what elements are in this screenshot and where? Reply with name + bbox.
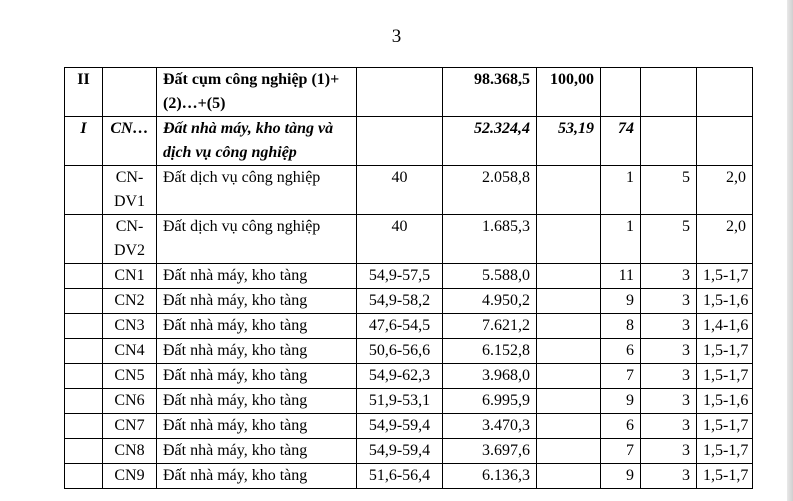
cell-name: Đất nhà máy, kho tàng xyxy=(157,464,357,489)
cell-area: 3.968,0 xyxy=(443,364,537,389)
cell-stt xyxy=(65,364,103,389)
cell-ratio xyxy=(537,166,601,215)
cell-stt xyxy=(65,215,103,264)
cell-stt xyxy=(65,439,103,464)
cell-stt xyxy=(65,389,103,414)
cell-name: Đất nhà máy, kho tàng xyxy=(157,439,357,464)
cell-ratio xyxy=(537,439,601,464)
cell-ratio: 53,19 xyxy=(537,117,601,166)
cell-area: 52.324,4 xyxy=(443,117,537,166)
cell-lots: 7 xyxy=(601,439,641,464)
table-row xyxy=(65,68,753,117)
cell-height xyxy=(357,117,443,166)
table-row xyxy=(65,117,753,166)
cell-lots xyxy=(601,68,641,117)
table-row xyxy=(65,414,753,439)
cell-ratio: 100,00 xyxy=(537,68,601,117)
cell-name: Đất nhà máy, kho tàng xyxy=(157,364,357,389)
cell-stt xyxy=(65,414,103,439)
table-row xyxy=(65,289,753,314)
cell-density: 1,5-1,6 xyxy=(697,289,753,314)
cell-stt xyxy=(65,464,103,489)
land-use-table xyxy=(64,67,753,489)
cell-code: CN9 xyxy=(103,464,157,489)
cell-name: Đất nhà máy, kho tàng xyxy=(157,389,357,414)
table-row xyxy=(65,314,753,339)
table-row xyxy=(65,215,753,264)
cell-ratio xyxy=(537,464,601,489)
cell-code: CN5 xyxy=(103,364,157,389)
cell-lots: 9 xyxy=(601,389,641,414)
cell-name: Đất nhà máy, kho tàng xyxy=(157,314,357,339)
cell-ratio xyxy=(537,215,601,264)
cell-stt xyxy=(65,314,103,339)
cell-height: 54,9-59,4 xyxy=(357,414,443,439)
cell-floors: 3 xyxy=(641,314,697,339)
cell-lots: 9 xyxy=(601,289,641,314)
cell-area: 2.058,8 xyxy=(443,166,537,215)
cell-height xyxy=(357,68,443,117)
cell-ratio xyxy=(537,289,601,314)
cell-name: Đất nhà máy, kho tàng xyxy=(157,289,357,314)
cell-floors: 3 xyxy=(641,414,697,439)
cell-height: 50,6-56,6 xyxy=(357,339,443,364)
cell-floors xyxy=(641,68,697,117)
cell-ratio xyxy=(537,339,601,364)
cell-code: CN8 xyxy=(103,439,157,464)
cell-density: 2,0 xyxy=(697,215,753,264)
cell-height: 54,9-58,2 xyxy=(357,289,443,314)
cell-area: 98.368,5 xyxy=(443,68,537,117)
cell-stt: I xyxy=(65,117,103,166)
cell-height: 54,9-59,4 xyxy=(357,439,443,464)
cell-lots: 1 xyxy=(601,215,641,264)
cell-floors: 5 xyxy=(641,166,697,215)
cell-area: 3.697,6 xyxy=(443,439,537,464)
cell-density: 1,5-1,7 xyxy=(697,364,753,389)
cell-density: 1,5-1,7 xyxy=(697,464,753,489)
cell-lots: 1 xyxy=(601,166,641,215)
cell-density: 1,4-1,6 xyxy=(697,314,753,339)
cell-area: 5.588,0 xyxy=(443,264,537,289)
cell-code: CN1 xyxy=(103,264,157,289)
cell-code xyxy=(103,68,157,117)
cell-area: 7.621,2 xyxy=(443,314,537,339)
cell-floors xyxy=(641,117,697,166)
cell-floors: 3 xyxy=(641,289,697,314)
cell-name: Đất cụm công nghiệp (1)+(2)…+(5) xyxy=(157,68,357,117)
table-row xyxy=(65,389,753,414)
cell-height: 47,6-54,5 xyxy=(357,314,443,339)
cell-ratio xyxy=(537,414,601,439)
page-number: 3 xyxy=(391,26,402,47)
cell-area: 6.152,8 xyxy=(443,339,537,364)
cell-area: 3.470,3 xyxy=(443,414,537,439)
cell-floors: 3 xyxy=(641,389,697,414)
cell-floors: 3 xyxy=(641,339,697,364)
cell-lots: 11 xyxy=(601,264,641,289)
table-row xyxy=(65,264,753,289)
cell-code: CN4 xyxy=(103,339,157,364)
cell-density: 2,0 xyxy=(697,166,753,215)
cell-code: CN-DV2 xyxy=(103,215,157,264)
cell-code: CN-DV1 xyxy=(103,166,157,215)
table-row xyxy=(65,339,753,364)
cell-name: Đất dịch vụ công nghiệp xyxy=(157,166,357,215)
cell-stt xyxy=(65,339,103,364)
cell-ratio xyxy=(537,314,601,339)
table-row xyxy=(65,166,753,215)
cell-stt xyxy=(65,166,103,215)
cell-name: Đất nhà máy, kho tàng xyxy=(157,264,357,289)
table-row xyxy=(65,364,753,389)
cell-height: 51,9-53,1 xyxy=(357,389,443,414)
cell-lots: 74 xyxy=(601,117,641,166)
cell-lots: 8 xyxy=(601,314,641,339)
cell-code: CN2 xyxy=(103,289,157,314)
cell-code: CN6 xyxy=(103,389,157,414)
cell-density xyxy=(697,68,753,117)
cell-area: 6.995,9 xyxy=(443,389,537,414)
cell-floors: 3 xyxy=(641,264,697,289)
cell-density xyxy=(697,117,753,166)
cell-code: CN3 xyxy=(103,314,157,339)
cell-floors: 5 xyxy=(641,215,697,264)
cell-area: 6.136,3 xyxy=(443,464,537,489)
cell-ratio xyxy=(537,389,601,414)
cell-lots: 6 xyxy=(601,414,641,439)
cell-stt xyxy=(65,264,103,289)
cell-height: 40 xyxy=(357,166,443,215)
window-edge xyxy=(787,0,793,501)
table-row xyxy=(65,464,753,489)
cell-ratio xyxy=(537,364,601,389)
cell-stt: II xyxy=(65,68,103,117)
cell-name: Đất nhà máy, kho tàng xyxy=(157,339,357,364)
cell-height: 51,6-56,4 xyxy=(357,464,443,489)
cell-density: 1,5-1,7 xyxy=(697,339,753,364)
cell-lots: 7 xyxy=(601,364,641,389)
cell-code: CN7 xyxy=(103,414,157,439)
table-row xyxy=(65,439,753,464)
cell-area: 4.950,2 xyxy=(443,289,537,314)
cell-lots: 9 xyxy=(601,464,641,489)
cell-ratio xyxy=(537,264,601,289)
cell-height: 40 xyxy=(357,215,443,264)
cell-lots: 6 xyxy=(601,339,641,364)
cell-name: Đất nhà máy, kho tàng và dịch vụ công nghiệp xyxy=(157,117,357,166)
cell-floors: 3 xyxy=(641,364,697,389)
cell-floors: 3 xyxy=(641,439,697,464)
cell-stt xyxy=(65,289,103,314)
cell-name: Đất nhà máy, kho tàng xyxy=(157,414,357,439)
cell-code: CN… xyxy=(103,117,157,166)
cell-density: 1,5-1,7 xyxy=(697,264,753,289)
cell-height: 54,9-57,5 xyxy=(357,264,443,289)
cell-name: Đất dịch vụ công nghiệp xyxy=(157,215,357,264)
cell-density: 1,5-1,7 xyxy=(697,414,753,439)
cell-density: 1,5-1,7 xyxy=(697,439,753,464)
cell-area: 1.685,3 xyxy=(443,215,537,264)
cell-height: 54,9-62,3 xyxy=(357,364,443,389)
cell-density: 1,5-1,6 xyxy=(697,389,753,414)
cell-floors: 3 xyxy=(641,464,697,489)
